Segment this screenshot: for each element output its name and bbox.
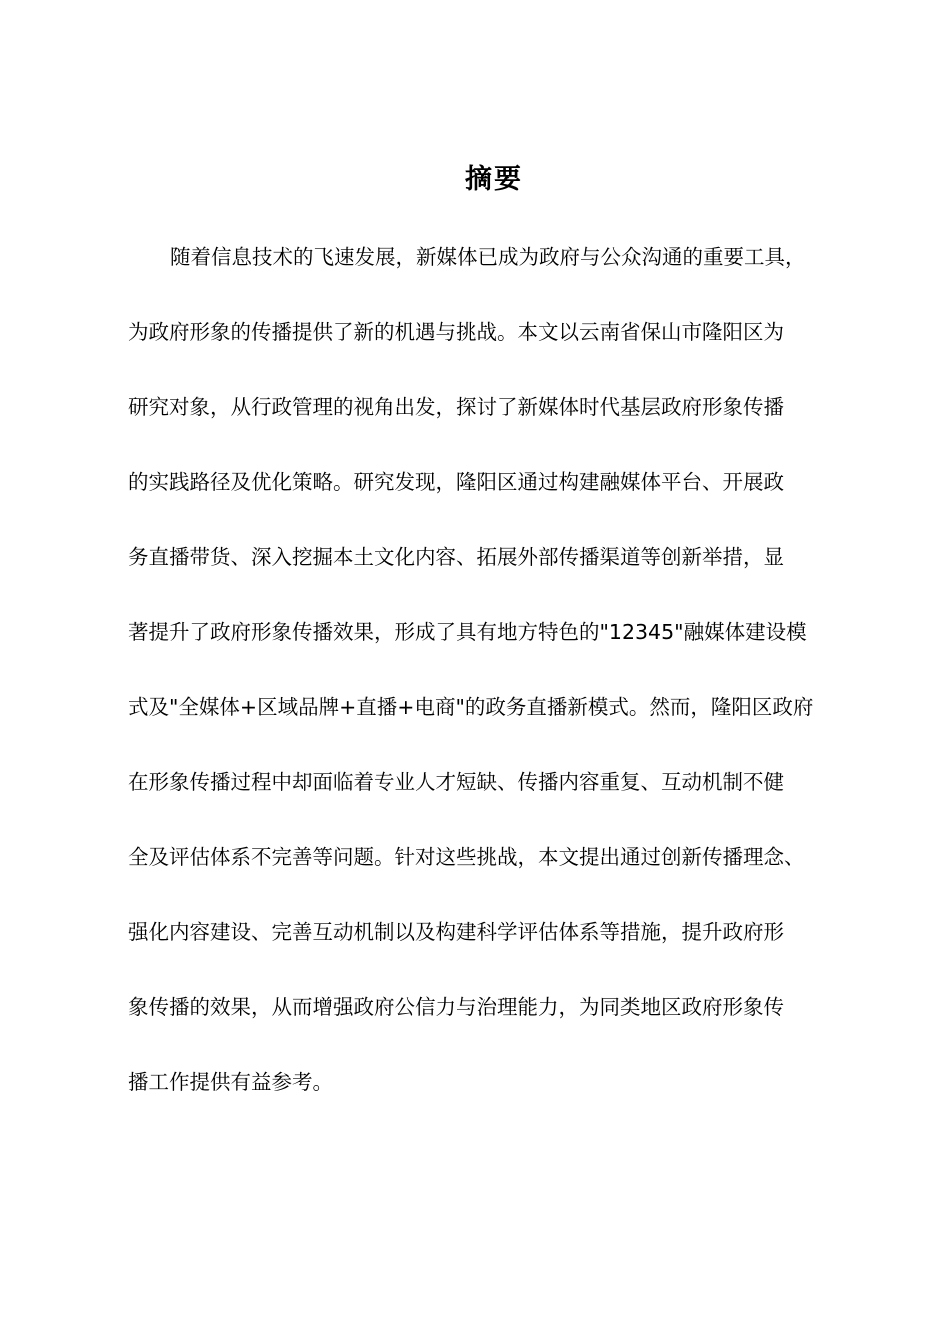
abstract-line: 著提升了政府形象传播效果，形成了具有地方特色的"12345"融媒体建设模 — [128, 620, 807, 644]
abstract-line: 强化内容建设、完善互动机制以及构建科学评估体系等措施，提升政府形 — [128, 920, 784, 944]
abstract-line: 播工作提供有益参考。 — [128, 1070, 333, 1094]
abstract-line: 在形象传播过程中却面临着专业人才短缺、传播内容重复、互动机制不健 — [128, 770, 784, 794]
abstract-line: 务直播带货、深入挖掘本土文化内容、拓展外部传播渠道等创新举措，显 — [128, 545, 784, 569]
abstract-line: 研究对象，从行政管理的视角出发，探讨了新媒体时代基层政府形象传播 — [128, 395, 784, 419]
abstract-line: 全及评估体系不完善等问题。针对这些挑战，本文提出通过创新传播理念、 — [128, 845, 805, 869]
abstract-line: 的实践路径及优化策略。研究发现，隆阳区通过构建融媒体平台、开展政 — [128, 470, 784, 494]
abstract-line: 为政府形象的传播提供了新的机遇与挑战。本文以云南省保山市隆阳区为 — [128, 320, 784, 344]
abstract-heading: 摘要 — [465, 164, 523, 195]
abstract-line: 式及"全媒体+区域品牌+直播+电商"的政务直播新模式。然而，隆阳区政府 — [128, 695, 814, 719]
abstract-line: 象传播的效果，从而增强政府公信力与治理能力，为同类地区政府形象传 — [128, 995, 784, 1019]
abstract-line: 随着信息技术的飞速发展，新媒体已成为政府与公众沟通的重要工具， — [170, 245, 806, 269]
